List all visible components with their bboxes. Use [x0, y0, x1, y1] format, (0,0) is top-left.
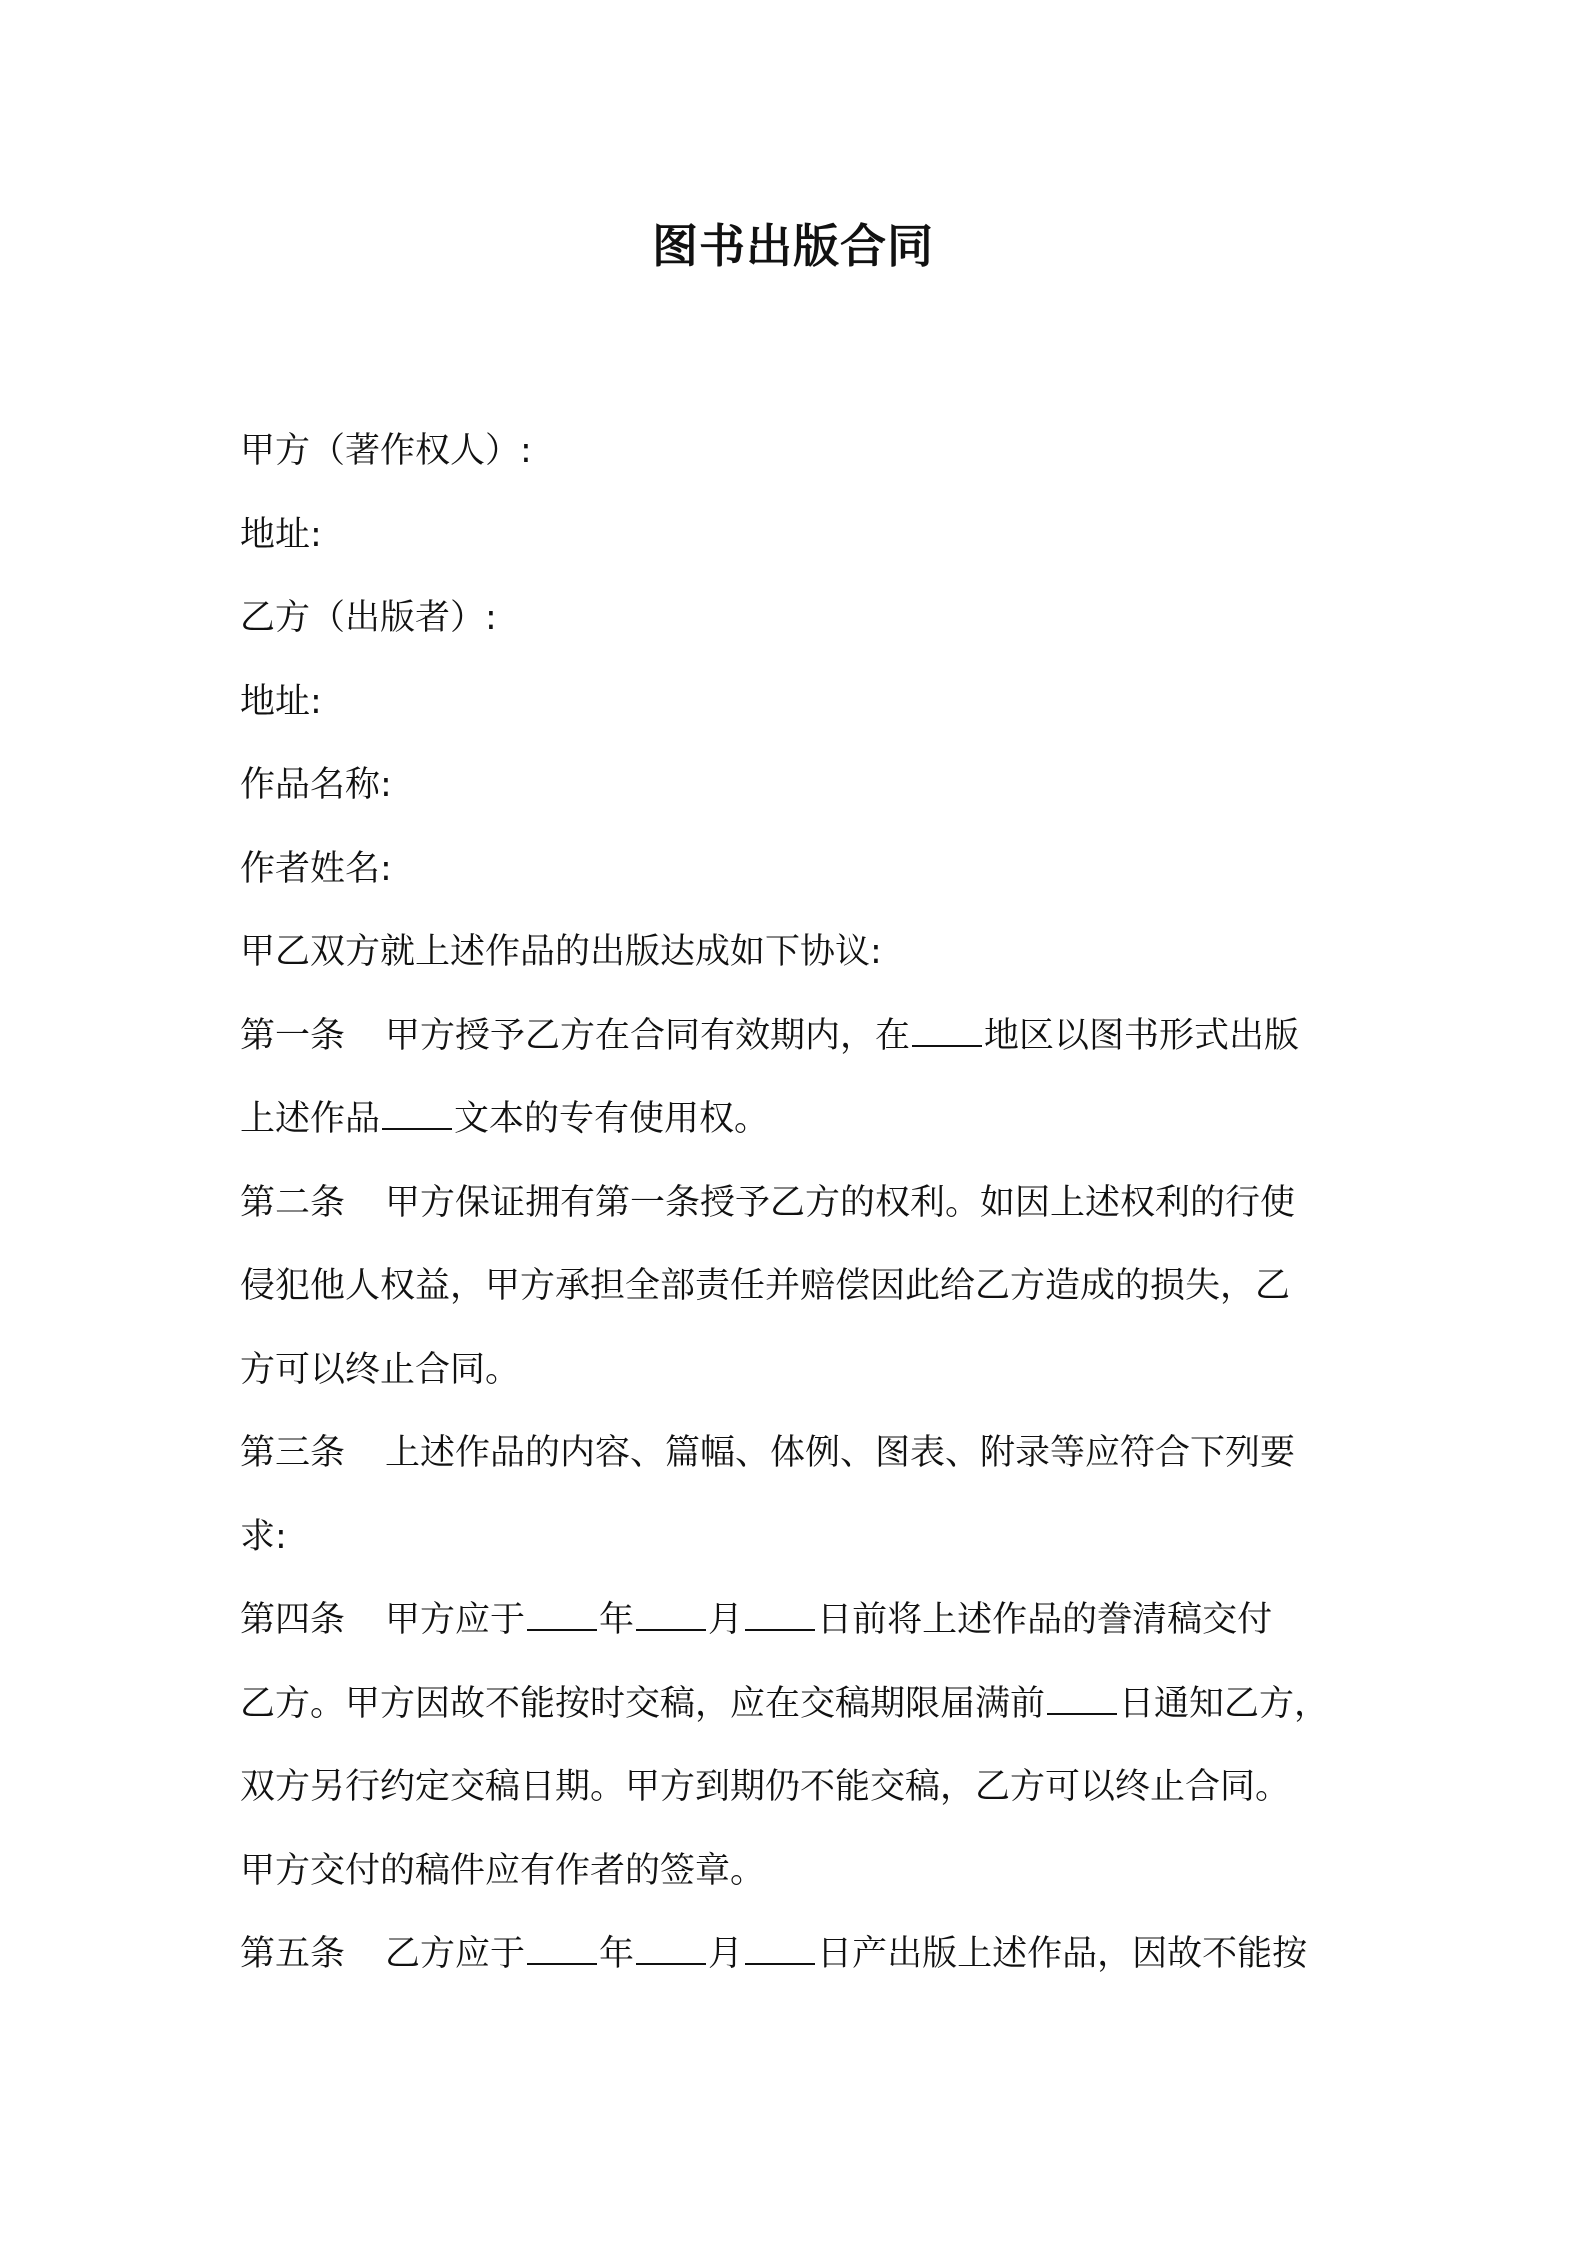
blank-line — [527, 1599, 597, 1631]
article-4-line-1 — [240, 1579, 1350, 1663]
blank-line — [382, 1098, 452, 1130]
article-1-line-1 — [240, 995, 1350, 1079]
party-b-line: 乙方（出版者）: — [240, 598, 497, 638]
article-3-label: 第三条 — [240, 1433, 346, 1473]
blank-line — [912, 1015, 982, 1047]
article-2-text: 甲方保证拥有第一条授予乙方的权利。如因上述权利的行使 — [385, 1182, 1296, 1223]
article-4-text: 年 — [599, 1600, 635, 1640]
article-5-text: 年 — [599, 1934, 635, 1974]
blank-line — [636, 1599, 706, 1631]
work-title-line: 作品名称: — [240, 765, 392, 805]
article-4-label: 第四条 — [240, 1600, 346, 1640]
article-4-text: 日前将上述作品的誊清稿交付 — [817, 1600, 1273, 1640]
document-body — [240, 410, 1350, 1997]
document-title: 图书出版合同 — [652, 219, 934, 273]
article-5-text: 月 — [708, 1934, 744, 1974]
article-4-line-2 — [240, 1663, 1350, 1747]
article-1-label: 第一条 — [240, 1015, 346, 1056]
article-4-line-4: 甲方交付的稿件应有作者的签章。 — [240, 1850, 766, 1891]
article-5-label: 第五条 — [240, 1934, 346, 1974]
article-1-line-2 — [240, 1078, 1350, 1162]
party-a-address-line: 地址: — [240, 514, 322, 555]
author-name-line: 作者姓名: — [240, 848, 392, 889]
article-5-text: 日产出版上述作品，因故不能按 — [817, 1934, 1308, 1974]
article-1-text: 甲方授予乙方在合同有效期内，在 — [385, 1015, 911, 1056]
article-4-text: 乙方。甲方因故不能按时交稿，应在交稿期限届满前 — [240, 1683, 1046, 1724]
article-4-text: 日通知乙方， — [1119, 1683, 1330, 1724]
article-2-label: 第二条 — [240, 1182, 346, 1223]
article-1-text: 文本的专有使用权。 — [454, 1099, 770, 1139]
article-1-text: 上述作品 — [240, 1099, 381, 1139]
blank-line — [745, 1599, 815, 1631]
article-2-line-1 — [240, 1162, 1350, 1246]
article-3-text: 上述作品的内容、篇幅、体例、图表、附录等应符合下列要 — [385, 1433, 1296, 1473]
blank-line — [745, 1933, 815, 1965]
article-3-line-2: 求: — [240, 1516, 287, 1557]
article-5-text: 乙方应于 — [385, 1934, 526, 1974]
party-a-line: 甲方（著作权人）: — [240, 431, 532, 471]
article-4-text: 月 — [708, 1600, 744, 1640]
article-2-line-3: 方可以终止合同。 — [240, 1349, 521, 1390]
article-4-text: 甲方应于 — [385, 1600, 526, 1640]
article-2-line-2: 侵犯他人权益，甲方承担全部责任并赔偿因此给乙方造成的损失，乙 — [240, 1266, 1291, 1306]
blank-line — [527, 1933, 597, 1965]
article-4-line-3: 双方另行约定交稿日期。甲方到期仍不能交稿，乙方可以终止合同。 — [240, 1767, 1291, 1807]
article-5-line-1 — [240, 1913, 1350, 1997]
article-1-text: 地区以图书形式出版 — [984, 1015, 1300, 1056]
intro-line: 甲乙双方就上述作品的出版达成如下协议: — [240, 932, 882, 972]
blank-line — [636, 1933, 706, 1965]
party-b-address-line: 地址: — [240, 681, 322, 722]
article-3-line-1 — [240, 1412, 1350, 1496]
blank-line — [1047, 1683, 1117, 1715]
